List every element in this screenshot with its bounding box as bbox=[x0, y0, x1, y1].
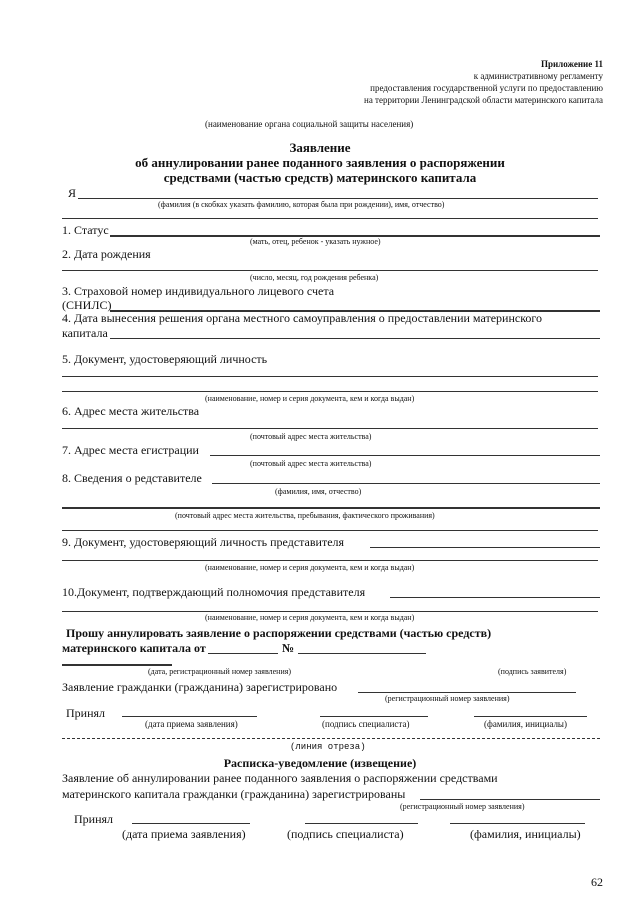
registration-label: 7. Адрес места егистрации bbox=[62, 443, 199, 457]
receipt-caption: (регистрационный номер заявления) bbox=[400, 802, 525, 811]
birth-date-label: 2. Дата рождения bbox=[62, 247, 151, 261]
request-number-field[interactable] bbox=[298, 653, 426, 654]
receipt-number-field[interactable] bbox=[420, 799, 600, 800]
page-number: 62 bbox=[591, 875, 603, 889]
appendix-title: Приложение 11 bbox=[540, 59, 603, 69]
receipt-title: Расписка-уведомление (извещение) bbox=[223, 756, 417, 770]
snils-label-1: 3. Страховой номер индивидуального лицевого счета bbox=[62, 284, 335, 298]
appendix-line-2: предоставления государственной услуги по предоставлению bbox=[370, 83, 603, 93]
rep-id-doc-label: 9. Документ, удостоверяющий личность представителя bbox=[62, 535, 345, 549]
accepted2-cap-date: (дата приема заявления) bbox=[122, 827, 246, 841]
accepted2-cap-name: (фамилия, инициалы) bbox=[470, 827, 581, 841]
authority-doc-caption: (наименование, номер и серия документа, кем и когда выдан) bbox=[205, 613, 415, 622]
cut-line bbox=[62, 738, 600, 739]
registration-field[interactable] bbox=[210, 455, 600, 456]
cut-line-label: (линия отреза) bbox=[290, 742, 366, 752]
accepted2-label: Принял bbox=[74, 812, 114, 826]
heading-line-1: Заявление bbox=[289, 140, 351, 155]
snils-label-2: (СНИЛС) bbox=[62, 298, 112, 312]
registered-number-field[interactable] bbox=[358, 692, 576, 693]
accepted2-date-field[interactable] bbox=[132, 823, 250, 824]
request-extra-field[interactable] bbox=[62, 664, 172, 666]
fio-field-2[interactable] bbox=[62, 218, 598, 219]
rep-id-doc-field-2[interactable] bbox=[62, 560, 598, 561]
request-cap-right: (подпись заявителя) bbox=[498, 667, 567, 676]
decision-date-field[interactable] bbox=[110, 338, 600, 339]
receipt-line-2: материнского капитала гражданки (гражданина) зарегистрированы bbox=[62, 787, 406, 801]
authority-doc-field[interactable] bbox=[390, 597, 600, 598]
status-caption: (мать, отец, ребенок - указать нужное) bbox=[250, 237, 381, 246]
appendix-line-1: к административному регламенту bbox=[473, 71, 603, 81]
accepted2-cap-signature: (подпись специалиста) bbox=[287, 827, 404, 841]
org-caption: (наименование органа социальной защиты населения) bbox=[205, 119, 414, 129]
registered-caption: (регистрационный номер заявления) bbox=[385, 694, 510, 703]
rep-id-doc-caption: (наименование, номер и серия документа, кем и когда выдан) bbox=[205, 563, 415, 572]
request-cap-left: (дата, регистрационный номер заявления) bbox=[148, 667, 292, 676]
id-doc-caption: (наименование, номер и серия документа, кем и когда выдан) bbox=[205, 394, 415, 403]
request-line-2b: № bbox=[282, 641, 295, 655]
accepted-name-field[interactable] bbox=[474, 716, 587, 717]
accepted-label: Принял bbox=[66, 706, 106, 720]
ya-label: Я bbox=[68, 186, 77, 200]
heading-line-2: об аннулировании ранее поданного заявления о распоряжении bbox=[135, 155, 505, 170]
id-doc-field-2[interactable] bbox=[62, 391, 598, 392]
registered-label: Заявление гражданки (гражданина) зарегистрировано bbox=[62, 680, 338, 694]
accepted-cap-name: (фамилия, инициалы) bbox=[484, 719, 567, 729]
request-line-2a: материнского капитала от bbox=[62, 641, 206, 655]
authority-doc-field-2[interactable] bbox=[62, 611, 598, 612]
birth-date-field[interactable] bbox=[62, 270, 598, 271]
accepted-signature-field[interactable] bbox=[320, 716, 428, 717]
fio-caption: (фамилия (в скобках указать фамилию, которая была при рождении), имя, отчество) bbox=[158, 200, 445, 209]
accepted-cap-date: (дата приема заявления) bbox=[145, 719, 238, 729]
request-date-field[interactable] bbox=[208, 653, 278, 654]
request-line-1: Прошу аннулировать заявление о распоряжении средствами (частью средств) bbox=[66, 626, 492, 640]
accepted2-name-field[interactable] bbox=[450, 823, 585, 824]
accepted-cap-signature: (подпись специалиста) bbox=[322, 719, 410, 729]
residence-label: 6. Адрес места жительства bbox=[62, 404, 200, 418]
decision-date-label-1: 4. Дата вынесения решения органа местного самоуправления о предоставлении материнского bbox=[62, 311, 543, 325]
rep-id-doc-field[interactable] bbox=[370, 547, 600, 548]
status-label: 1. Статус bbox=[62, 223, 109, 237]
authority-doc-label: 10.Документ, подтверждающий полномочия представителя bbox=[62, 585, 366, 599]
representative-field[interactable] bbox=[212, 483, 600, 484]
representative-caption: (фамилия, имя, отчество) bbox=[275, 487, 362, 496]
representative-extra-field[interactable] bbox=[62, 530, 598, 531]
receipt-line-1: Заявление об аннулировании ранее поданного заявления о распоряжении средствами bbox=[62, 771, 498, 785]
id-doc-label: 5. Документ, удостоверяющий личность bbox=[62, 352, 268, 366]
representative-label: 8. Сведения о редставителе bbox=[62, 471, 202, 485]
residence-field[interactable] bbox=[62, 428, 598, 429]
id-doc-field-1[interactable] bbox=[62, 376, 598, 377]
decision-date-label-2: капитала bbox=[62, 326, 108, 340]
registration-caption: (почтовый адрес места жительства) bbox=[250, 459, 372, 468]
heading-line-3: средствами (частью средств) материнского капитала bbox=[163, 170, 477, 185]
fio-field[interactable] bbox=[78, 198, 598, 199]
residence-caption: (почтовый адрес места жительства) bbox=[250, 432, 372, 441]
representative-address-caption: (почтовый адрес места жительства, пребывания, фактического проживания) bbox=[175, 511, 435, 520]
appendix-line-3: на территории Ленинградской области материнского капитала bbox=[364, 95, 603, 105]
representative-address-field[interactable] bbox=[62, 507, 600, 509]
accepted2-signature-field[interactable] bbox=[305, 823, 418, 824]
birth-date-caption: (число, месяц, год рождения ребенка) bbox=[250, 273, 379, 282]
accepted-date-field[interactable] bbox=[122, 716, 257, 717]
